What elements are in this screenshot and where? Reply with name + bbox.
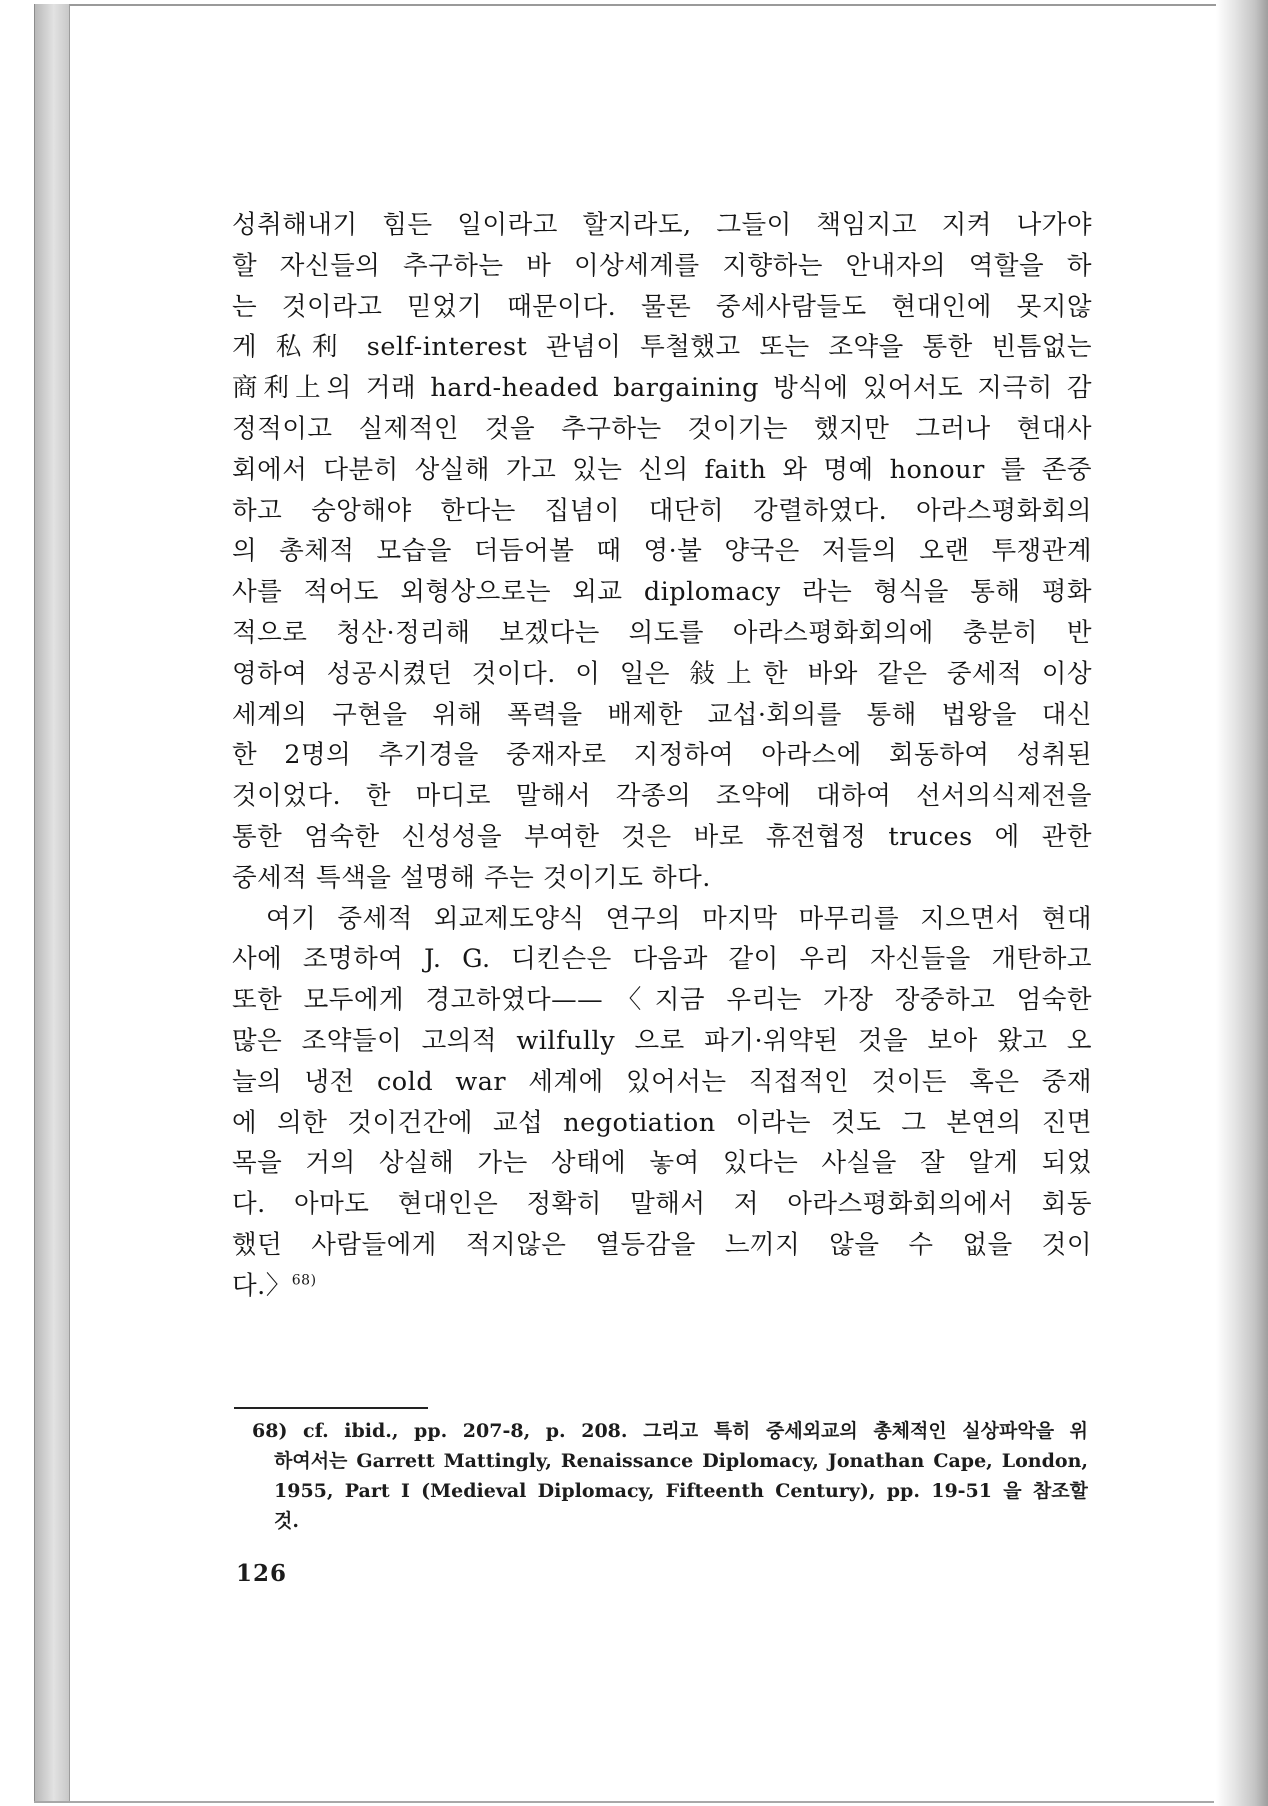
page-edge-shadow	[1216, 0, 1268, 1806]
body-line: 商利上의 거래 hard-headed bargaining 방식에 있어서도 지극히 감	[232, 373, 1092, 404]
body-line: 성취해내기 힘든 일이라고 할지라도, 그들이 책임지고 지켜 나가야	[232, 210, 1092, 240]
body-text	[232, 205, 1092, 1307]
body-line: 중세적 특색을 설명해 주는 것이기도 하다.	[232, 862, 711, 893]
footnote-line: 하여서는 Garrett Mattingly, Renaissance Diplomacy, Jonathan Cape, London,	[274, 1450, 1088, 1472]
body-line: 의 총체적 모습을 더듬어볼 때 영·불 양국은 저들의 오랜 투쟁관계	[232, 536, 1092, 567]
footnote-divider	[234, 1407, 428, 1409]
body-line: 에 의한 것이건간에 교섭 negotiation 이라는 것도 그 본연의 진면	[232, 1107, 1092, 1138]
body-line: 세계의 구현을 위해 폭력을 배제한 교섭·회의를 통해 법왕을 대신	[232, 699, 1092, 730]
body-line: 통한 엄숙한 신성성을 부여한 것은 바로 휴전협정 truces 에 관한	[232, 821, 1092, 852]
body-line: 것이었다. 한 마디로 말해서 각종의 조약에 대하여 선서의식제전을	[232, 781, 1092, 812]
page-bottom-edge	[34, 1801, 1214, 1803]
footnote-line: 1955, Part I (Medieval Diplomacy, Fifteenth Century), pp. 19-51 을 참조할	[274, 1480, 1088, 1502]
body-line: 는 것이라고 믿었기 때문이다. 물론 중세사람들도 현대인에 못지않	[232, 291, 1092, 322]
book-spine	[34, 4, 70, 1802]
page-number: 126	[236, 1560, 288, 1587]
body-line: 했던 사람들에게 적지않은 열등감을 느끼지 않을 수 없을 것이	[232, 1229, 1092, 1260]
body-line: 많은 조약들이 고의적 wilfully 으로 파기·위약된 것을 보아 왔고 오	[232, 1025, 1092, 1056]
body-line: 또한 모두에게 경고하였다——〈지금 우리는 가장 장중하고 엄숙한	[232, 985, 1092, 1016]
body-line: 영하여 성공시켰던 것이다. 이 일은 敍上한 바와 같은 중세적 이상	[232, 658, 1092, 689]
body-line: 회에서 다분히 상실해 가고 있는 신의 faith 와 명예 honour 를 존중	[232, 454, 1092, 485]
footnote-reference[interactable]: 68)	[291, 1272, 317, 1289]
body-line: 적으로 청산·정리해 보겠다는 의도를 아라스평화회의에 충분히 반	[232, 617, 1092, 648]
body-line: 정적이고 실제적인 것을 추구하는 것이기는 했지만 그러나 현대사	[232, 413, 1092, 444]
footnote-line: 68) cf. ibid., pp. 207-8, p. 208. 그리고 특히 중세외교의 총체적인 실상파악을 위	[252, 1420, 1088, 1442]
body-line: 사를 적어도 외형상으로는 외교 diplomacy 라는 형식을 통해 평화	[232, 577, 1092, 608]
paragraph-start-line: 여기 중세적 외교제도양식 연구의 마지막 마무리를 지으면서 현대	[266, 903, 1092, 934]
body-line: 다. 아마도 현대인은 정확히 말해서 저 아라스평화회의에서 회동	[232, 1189, 1092, 1220]
closing-quote-text: 다.〉	[232, 1270, 292, 1301]
body-line: 하고 숭앙해야 한다는 집념이 대단히 강렬하였다. 아라스평화회의	[232, 495, 1092, 526]
body-line: 한 2명의 추기경을 중재자로 지정하여 아라스에 회동하여 성취된	[232, 740, 1092, 771]
body-line: 늘의 냉전 cold war 세계에 있어서는 직접적인 것이든 혹은 중재	[232, 1066, 1092, 1097]
footnote	[252, 1416, 1088, 1536]
body-line: 할 자신들의 추구하는 바 이상세계를 지향하는 안내자의 역할을 하	[232, 250, 1092, 281]
body-last-line	[232, 1266, 1092, 1307]
body-line: 게 私利 self-interest 관념이 투철했고 또는 조약을 통한 빈틈없는	[232, 332, 1092, 363]
body-line: 목을 거의 상실해 가는 상태에 놓여 있다는 사실을 잘 알게 되었	[232, 1148, 1092, 1179]
body-line: 사에 조명하여 J. G. 디킨슨은 다음과 같이 우리 자신들을 개탄하고	[232, 944, 1092, 975]
footnote-line: 것.	[274, 1510, 299, 1532]
